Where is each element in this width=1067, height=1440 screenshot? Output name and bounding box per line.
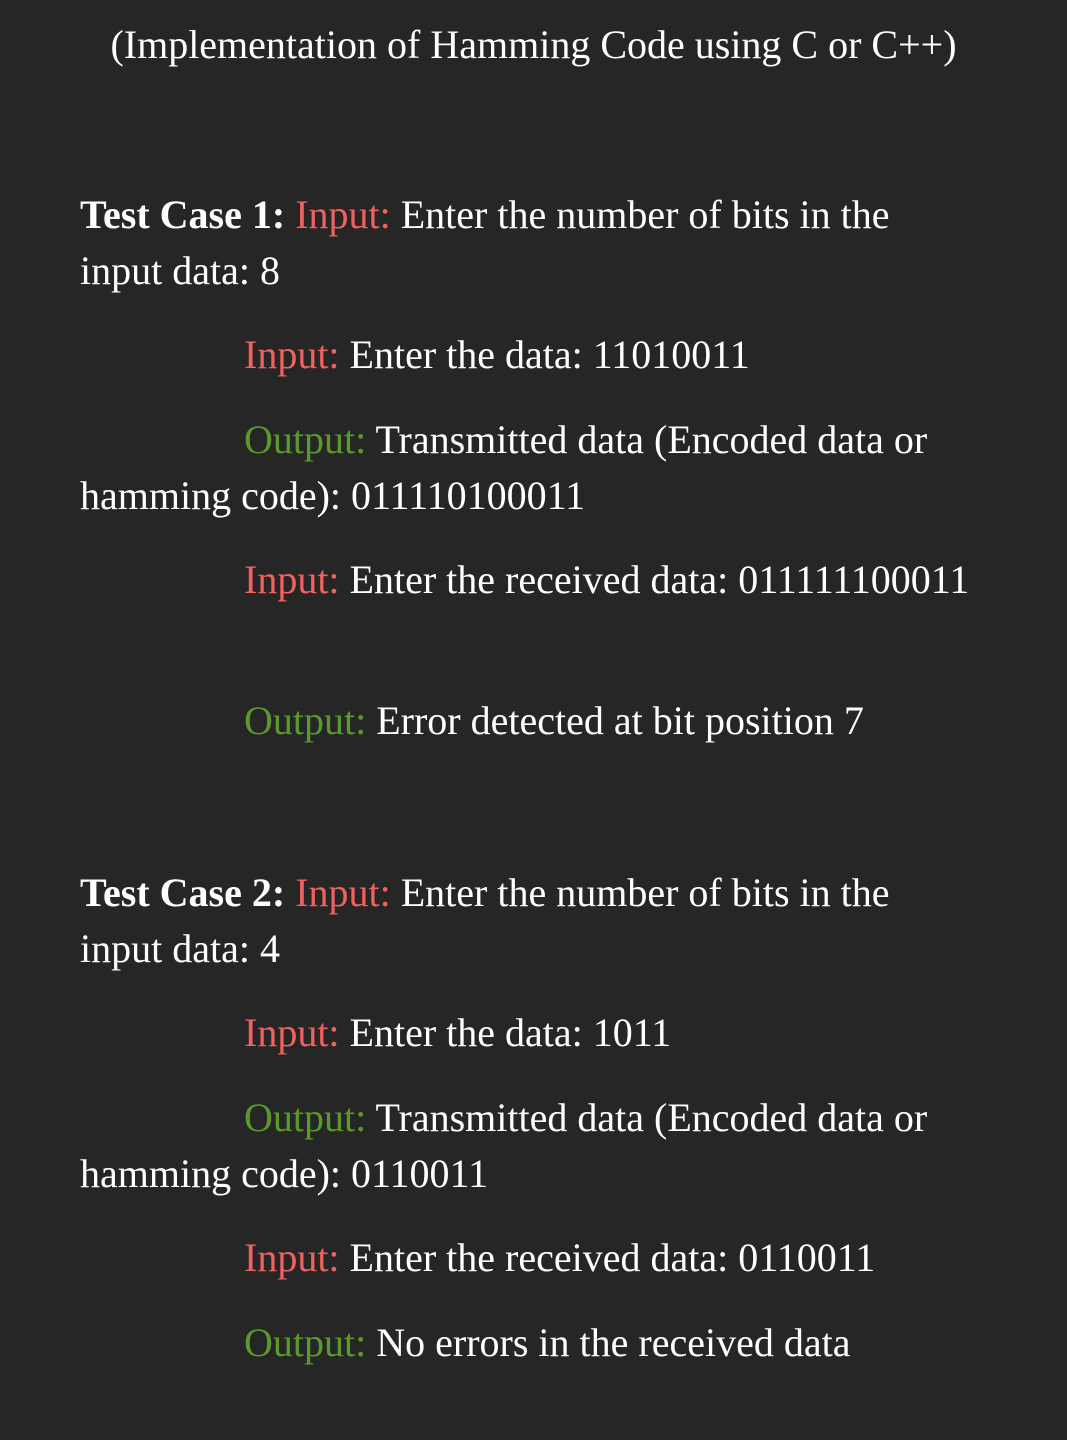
test-case-2-line-1	[80, 865, 980, 977]
input-label: Input:	[295, 192, 391, 237]
input-label: Input:	[244, 557, 340, 602]
test-case-1-line-3	[80, 412, 980, 524]
test-case-2-line-5	[80, 1315, 980, 1371]
test-case-2-line-3	[80, 1090, 980, 1202]
line-text: Enter the number of bits in the input data: 4	[80, 870, 890, 971]
line-text: Enter the data: 1011	[349, 1010, 672, 1055]
input-label: Input:	[244, 332, 340, 377]
output-label: Output:	[244, 1095, 367, 1140]
line-text: Enter the received data: 011111100011	[349, 557, 970, 602]
line-text: Enter the received data: 0110011	[349, 1235, 876, 1280]
output-label: Output:	[244, 417, 367, 462]
test-case-2-label: Test Case 2:	[80, 870, 286, 915]
line-text: Enter the number of bits in the input data: 8	[80, 192, 890, 293]
output-label: Output:	[244, 1320, 367, 1365]
document-title: (Implementation of Hamming Code using C or C++)	[110, 22, 957, 67]
test-case-2-line-4	[80, 1230, 980, 1286]
line-text: No errors in the received data	[376, 1320, 851, 1365]
test-case-2-line-2	[80, 1005, 980, 1061]
input-label: Input:	[244, 1235, 340, 1280]
line-text: Transmitted data (Encoded data or hamming code): 0110011	[80, 1095, 928, 1196]
line-text: Transmitted data (Encoded data or hamming code): 011110100011	[80, 417, 928, 518]
input-label: Input:	[244, 1010, 340, 1055]
line-text: Error detected at bit position 7	[376, 698, 864, 743]
test-case-1-label: Test Case 1:	[80, 192, 286, 237]
test-case-1-line-1	[80, 187, 980, 299]
test-case-1-line-5	[80, 693, 980, 749]
line-text: Enter the data: 11010011	[349, 332, 750, 377]
output-label: Output:	[244, 698, 367, 743]
input-label: Input:	[295, 870, 391, 915]
test-case-1-line-4	[80, 552, 980, 608]
test-case-1-line-2	[80, 327, 980, 383]
